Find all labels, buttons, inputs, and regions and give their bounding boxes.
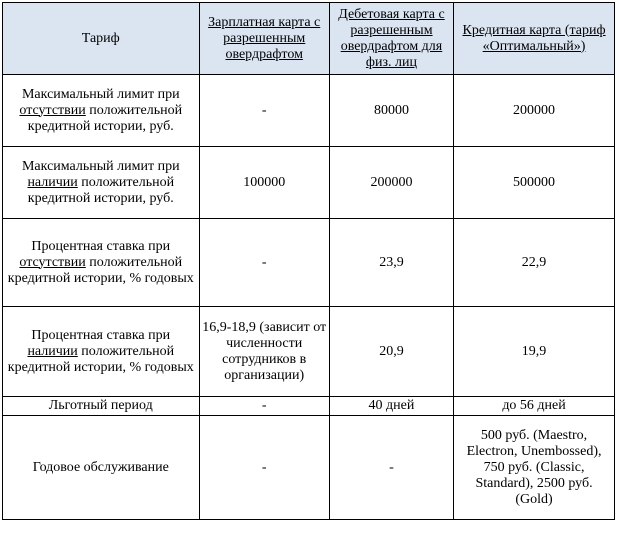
cell-debit: 80000 bbox=[329, 75, 453, 147]
header-debit-card: Дебетовая карта с разрешенным овердрафтом для физ. лиц bbox=[329, 3, 453, 75]
row-label: Максимальный лимит при наличии положительной кредитной истории, руб. bbox=[3, 147, 200, 219]
cell-salary: - bbox=[199, 219, 329, 307]
header-tarif: Тариф bbox=[3, 3, 200, 75]
cell-credit: 22,9 bbox=[454, 219, 615, 307]
cell-salary: - bbox=[199, 75, 329, 147]
cell-credit: 19,9 bbox=[454, 307, 615, 397]
cell-salary: - bbox=[199, 416, 329, 520]
cell-debit: - bbox=[329, 416, 453, 520]
cell-credit: 200000 bbox=[454, 75, 615, 147]
cell-debit: 200000 bbox=[329, 147, 453, 219]
table-body bbox=[3, 75, 615, 520]
cell-credit: 500000 bbox=[454, 147, 615, 219]
table-header bbox=[3, 3, 615, 75]
table-row bbox=[3, 75, 615, 147]
table-row bbox=[3, 416, 615, 520]
table-row bbox=[3, 397, 615, 416]
header-row bbox=[3, 3, 615, 75]
table-row bbox=[3, 147, 615, 219]
cell-debit: 23,9 bbox=[329, 219, 453, 307]
header-salary-card: Зарплатная карта с разрешенным овердрафтом bbox=[199, 3, 329, 75]
row-label: Годовое обслуживание bbox=[3, 416, 200, 520]
row-label: Процентная ставка при отсутствии положительной кредитной истории, % годовых bbox=[3, 219, 200, 307]
row-label: Максимальный лимит при отсутствии положительной кредитной истории, руб. bbox=[3, 75, 200, 147]
row-label: Процентная ставка при наличии положительной кредитной истории, % годовых bbox=[3, 307, 200, 397]
cell-salary: 16,9-18,9 (зависит от численности сотрудников в организации) bbox=[199, 307, 329, 397]
table-row bbox=[3, 219, 615, 307]
cell-salary: - bbox=[199, 397, 329, 416]
cell-debit: 20,9 bbox=[329, 307, 453, 397]
tariff-comparison-table bbox=[2, 2, 615, 520]
cell-debit: 40 дней bbox=[329, 397, 453, 416]
header-credit-card: Кредитная карта (тариф «Оптимальный») bbox=[454, 3, 615, 75]
cell-salary: 100000 bbox=[199, 147, 329, 219]
table-row bbox=[3, 307, 615, 397]
cell-credit: до 56 дней bbox=[454, 397, 615, 416]
row-label: Льготный период bbox=[3, 397, 200, 416]
cell-credit: 500 руб. (Maestro, Electron, Unembossed), 750 руб. (Classic, Standard), 2500 руб. (Gold) bbox=[454, 416, 615, 520]
